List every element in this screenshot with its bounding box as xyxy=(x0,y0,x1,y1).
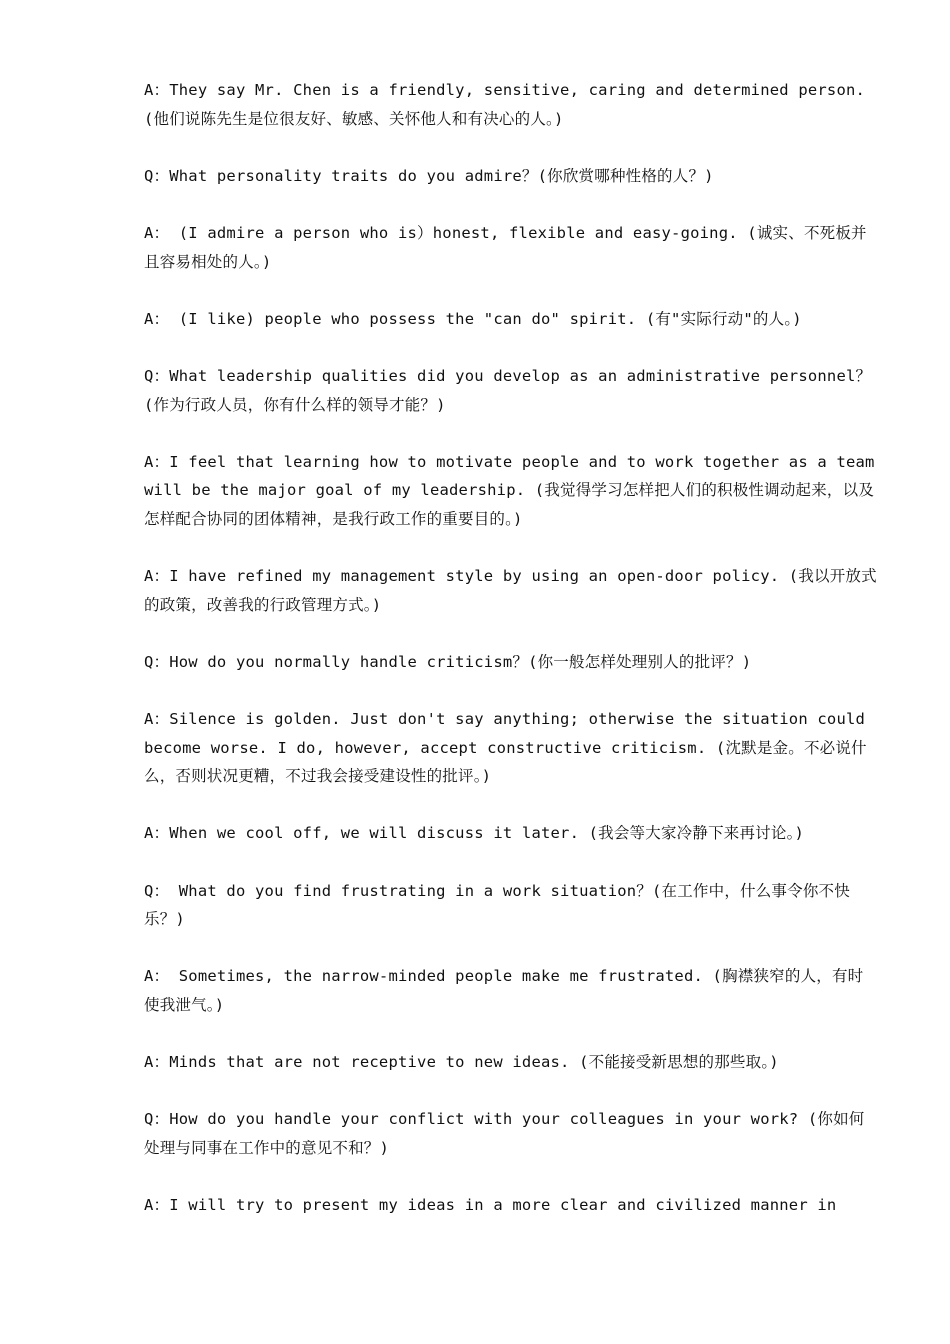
paragraph-12: A： Sometimes, the narrow-minded people make me frustrated. (胸襟狭窄的人，有时使我泄气。) xyxy=(144,967,864,1014)
paragraph-1: A：They say Mr. Chen is a friendly, sensitive, caring and determined person.(他们说陈先生是位很友好、敏感、关怀他人和有决心的人。) xyxy=(144,81,866,128)
paragraph-3: A： (I admire a person who is）honest, flexible and easy-going. (诚实、不死板并且容易相处的人。) xyxy=(144,223,867,271)
paragraph-5: Q：What leadership qualities did you develop as an administrative personnel？(作为行政人员，你有什么样的领导才能？) xyxy=(144,366,872,414)
paragraph-4: A： (I like) people who possess the "can do" spirit. (有"实际行动"的人。) xyxy=(144,309,802,328)
document-body xyxy=(144,76,879,1248)
paragraph-11: Q： What do you find frustrating in a work situation？(在工作中，什么事令你不快乐？) xyxy=(144,881,850,929)
paragraph-13: A：Minds that are not receptive to new ideas. (不能接受新思想的那些取。) xyxy=(144,1053,779,1072)
paragraph-9: A：Silence is golden. Just don't say anything; otherwise the situation could become worse. I do, however, accept constructive criticism. (沈默是金。不必说什么，否则状况更糟，不过我会接受建设性的批评。) xyxy=(144,710,867,786)
paragraph-15: A：I will try to present my ideas in a more clear and civilized manner in xyxy=(144,1196,837,1215)
paragraph-7: A：I have refined my management style by using an open-door policy. (我以开放式的政策，改善我的行政管理方式。) xyxy=(144,567,877,614)
paragraph-8: Q：How do you normally handle criticism？(你一般怎样处理别人的批评？) xyxy=(144,652,752,671)
paragraph-14: Q：How do you handle your conflict with your colleagues in your work? (你如何处理与同事在工作中的意见不和？) xyxy=(144,1110,865,1157)
paragraph-10: A：When we cool off, we will discuss it later. (我会等大家冷静下来再讨论。) xyxy=(144,824,805,843)
paragraph-2: Q：What personality traits do you admire？(你欣赏哪种性格的人？) xyxy=(144,166,714,185)
paragraph-6: A：I feel that learning how to motivate people and to work together as a team will be the major goal of my leadership. (我觉得学习怎样把人们的积极性调动起来，以及怎样配合协同的团体精神，是我行政工作的重要目的。) xyxy=(144,452,875,528)
